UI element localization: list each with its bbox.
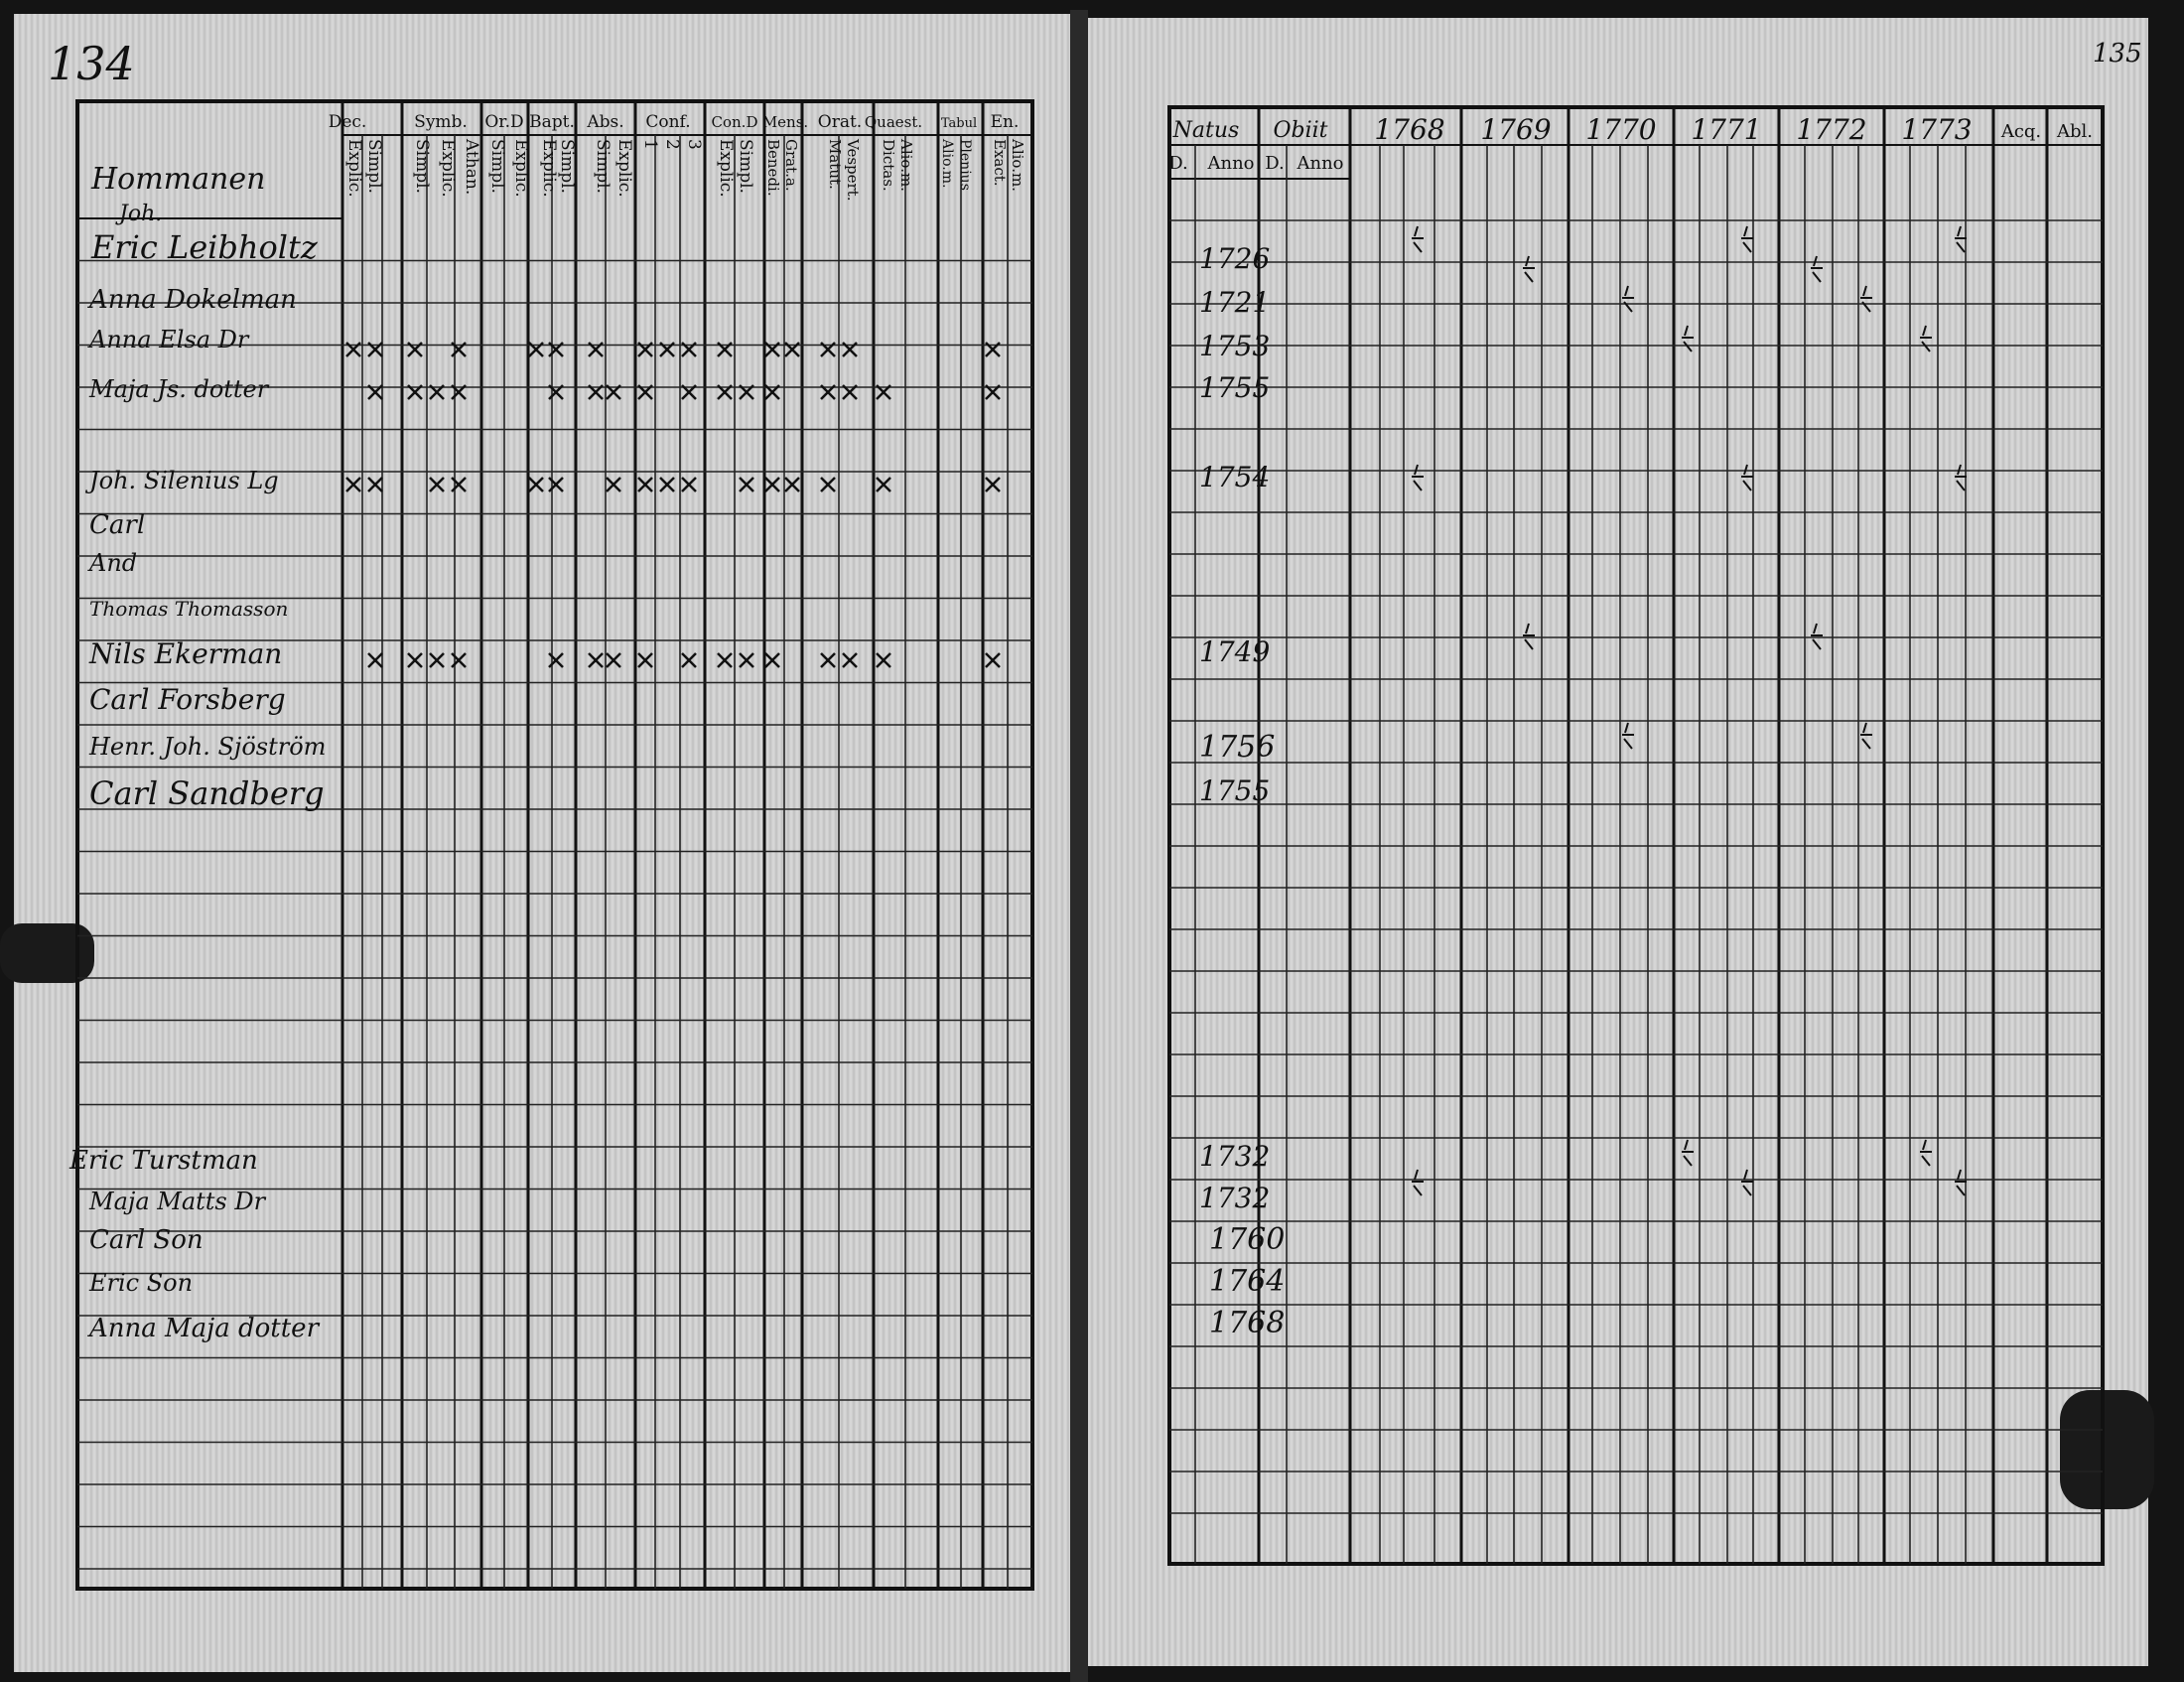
birth-year: 1768 <box>1209 1306 1286 1340</box>
header-mens: Mens. <box>761 113 809 131</box>
birth-year: 1721 <box>1199 286 1271 319</box>
subheader: Athan. <box>462 139 481 196</box>
binding-gutter <box>1070 10 1088 1682</box>
birth-year: 1756 <box>1199 730 1276 765</box>
name-entry: Joh. Silenius Lg <box>89 467 279 494</box>
header-orat: Orat. <box>817 112 863 132</box>
birth-year: 1749 <box>1199 635 1271 668</box>
subheader: Simpl. <box>593 139 613 194</box>
header-bapt: Bapt. <box>529 112 575 132</box>
corner-number: 135 <box>2093 39 2142 69</box>
header-symb: Symb. <box>414 112 468 132</box>
name-entry: Maja Js. dotter <box>89 375 269 403</box>
header-year-1770: 1770 <box>1585 113 1657 146</box>
header-en: En. <box>990 112 1020 132</box>
birth-year: 1726 <box>1199 242 1271 275</box>
subheader: Alio.m. <box>939 139 955 189</box>
subheader: Exact. <box>991 139 1009 187</box>
subheader: 2 <box>662 139 682 150</box>
header-year-1773: 1773 <box>1901 113 1973 146</box>
header-natus: Natus <box>1172 118 1240 143</box>
name-entry: Eric Son <box>89 1269 194 1297</box>
subheader: 3 <box>684 139 704 150</box>
header-cond: Con.D <box>711 113 758 131</box>
birth-year: 1764 <box>1209 1264 1286 1299</box>
subheader: Explic. <box>539 139 559 198</box>
header-ord: Or.D <box>484 112 524 132</box>
subheader: Matut. <box>826 139 844 190</box>
subheader: Simpl. <box>487 139 507 194</box>
header-acq: Acq. <box>2000 121 2042 142</box>
subheader: Explic. <box>344 139 364 198</box>
subheader: Simpl. <box>557 139 577 194</box>
name-entry: Nils Ekerman <box>89 637 283 670</box>
page-number: 134 <box>48 37 135 90</box>
binding-ribbon <box>0 923 94 983</box>
subheader-obiit-year: Anno <box>1297 153 1344 174</box>
name-entry: Anna Elsa Dr <box>89 326 249 353</box>
subheader: Alio.m. <box>897 139 915 192</box>
subheader: Benedi. <box>764 139 782 197</box>
subheader-natus-year: Anno <box>1207 153 1255 174</box>
name-entry: Thomas Thomasson <box>89 597 289 621</box>
birth-year: 1753 <box>1199 330 1271 362</box>
header-obiit: Obiit <box>1273 118 1328 143</box>
birth-year: 1755 <box>1199 774 1271 807</box>
header-conf: Conf. <box>645 112 691 132</box>
name-entry: Eric Turstman <box>69 1146 258 1176</box>
name-entry: Joh. <box>119 202 163 226</box>
birth-year: 1732 <box>1199 1140 1271 1173</box>
name-entry: Carl Son <box>89 1225 204 1255</box>
header-quaest: Quaest. <box>864 113 923 131</box>
name-entry: Carl <box>89 510 146 540</box>
header-abs: Abs. <box>587 112 624 132</box>
name-entry: Carl Forsberg <box>89 683 286 716</box>
subheader: Explic. <box>614 139 634 198</box>
subheader: Simpl. <box>364 139 384 194</box>
subheader: Explic. <box>511 139 531 198</box>
name-entry: And <box>89 549 138 577</box>
subheader: Explic. <box>438 139 458 198</box>
subheader: Simpl. <box>412 139 432 194</box>
subheader: Simpl. <box>736 139 755 194</box>
subheader: Plenius <box>957 139 973 191</box>
header-tabul: Tabul <box>940 116 978 131</box>
name-entry: Maja Matts Dr <box>89 1188 266 1215</box>
name-entry: Anna Maja dotter <box>89 1314 319 1343</box>
name-entry: Anna Dokelman <box>89 285 297 315</box>
subheader: Dictas. <box>880 139 897 192</box>
page-stain <box>2060 1390 2154 1509</box>
header-year-1768: 1768 <box>1374 113 1445 146</box>
birth-year: 1754 <box>1199 461 1271 493</box>
header-year-1771: 1771 <box>1691 113 1762 146</box>
header-year-1769: 1769 <box>1480 113 1552 146</box>
header-dec: Dec. <box>328 112 367 132</box>
birth-year: 1732 <box>1199 1182 1271 1214</box>
subheader: 1 <box>640 139 660 150</box>
subheader-natus-day: D. <box>1168 153 1188 174</box>
subheader: Explic. <box>716 139 736 198</box>
name-entry: Eric Leibholtz <box>91 228 318 266</box>
name-entry: Henr. Joh. Sjöström <box>89 733 327 761</box>
subheader: Vespert. <box>844 139 862 202</box>
birth-year: 1755 <box>1199 371 1271 404</box>
subheader-obiit-day: D. <box>1265 153 1285 174</box>
subheader: Grat.a. <box>782 139 800 192</box>
header-abl: Abl. <box>2057 121 2093 142</box>
name-entry: Carl Sandberg <box>89 774 325 812</box>
header-year-1772: 1772 <box>1796 113 1867 146</box>
name-entry: Hommanen <box>91 162 266 197</box>
birth-year: 1760 <box>1209 1222 1286 1257</box>
subheader: Alio.m. <box>1009 139 1026 192</box>
